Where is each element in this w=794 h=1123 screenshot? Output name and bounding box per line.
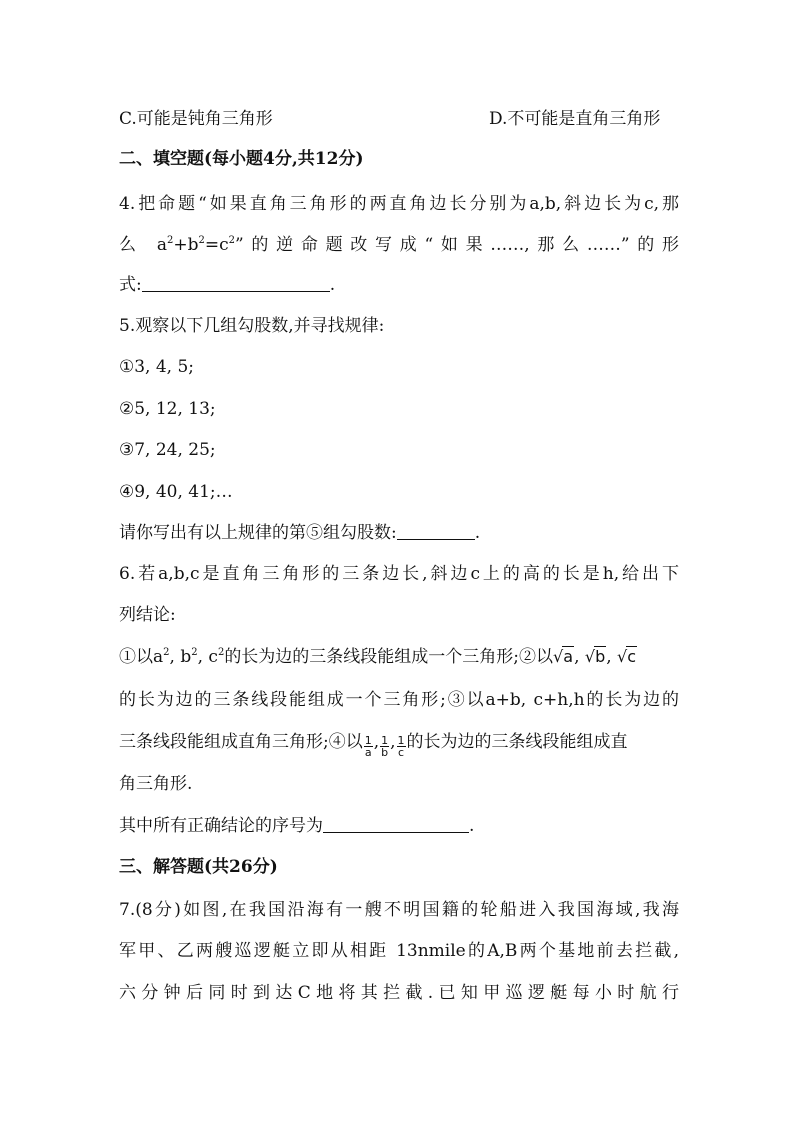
fraction-1-over-b: $\frac{1}{b}$ <box>381 734 389 759</box>
q6-answer-blank[interactable] <box>323 816 469 833</box>
q5-item-2: ②5, 12, 13; <box>119 399 216 419</box>
q4-line3: 式: . <box>119 275 336 295</box>
q7-line3: 六分钟后同时到达C地将其拦截.已知甲巡逻艇每小时航行 <box>119 983 679 1003</box>
fraction-1-over-c: $\frac{1}{c}$ <box>397 734 405 759</box>
q5-item-1: ①3, 4, 5; <box>119 357 195 377</box>
q6-line4: 的长为边的三条线段能组成一个三角形;③以a+b, c+h,h的长为边的 <box>119 690 679 710</box>
sqrt-c: √c <box>617 647 637 666</box>
q7-line2: 军甲、乙两艘巡逻艇立即从相距 13nmile的A,B两个基地前去拦截, <box>119 941 679 961</box>
option-d: D.不可能是直角三角形 <box>489 109 661 129</box>
fraction-1-over-a: $\frac{1}{a}$ <box>364 734 372 759</box>
q6-ask: 其中所有正确结论的序号为 . <box>119 816 475 836</box>
q5-answer-blank[interactable] <box>397 523 475 540</box>
q5-item-3: ③7, 24, 25; <box>119 440 216 460</box>
section2-title: 二、填空题(每小题4分,共12分) <box>119 149 364 169</box>
q4-line1: 4.把命题“如果直角三角形的两直角边长分别为a,b,斜边长为c,那 <box>119 194 679 214</box>
option-c: C.可能是钝角三角形 <box>119 109 273 129</box>
q7-line1: 7.(8分)如图,在我国沿海有一艘不明国籍的轮船进入我国海域,我海 <box>119 900 679 920</box>
q5-item-4: ④9, 40, 41;… <box>119 482 233 502</box>
q5-intro: 5.观察以下几组勾股数,并寻找规律: <box>119 316 385 336</box>
q4-answer-blank[interactable] <box>142 275 330 292</box>
q6-line1: 6.若a,b,c是直角三角形的三条边长,斜边c上的高的长是h,给出下 <box>119 564 679 584</box>
sqrt-a: √a <box>553 647 574 666</box>
section3-title: 三、解答题(共26分) <box>119 857 278 877</box>
q3-options <box>119 108 679 130</box>
q4-line2: 么 $a^2+b^2=c^2$”的逆命题改写成“如果……,那么……”的形 <box>119 235 679 255</box>
q6-line2: 列结论: <box>119 605 176 625</box>
q5-ask: 请你写出有以上规律的第⑤组勾股数: . <box>119 523 481 543</box>
q6-line3: ①以$a^2$, $b^2$, $c^2$的长为边的三条线段能组成一个三角形;②以√a, √b, √c <box>119 647 637 667</box>
q6-line6: 角三角形. <box>119 774 193 794</box>
q6-line5: 三条线段能组成直角三角形;④以 $\frac{1}{a}$ , $\frac{1}{b}$ , $\frac{1}{c}$ 的长为边的三条线段能组成直 <box>119 732 628 759</box>
sqrt-b: √b <box>584 647 606 666</box>
